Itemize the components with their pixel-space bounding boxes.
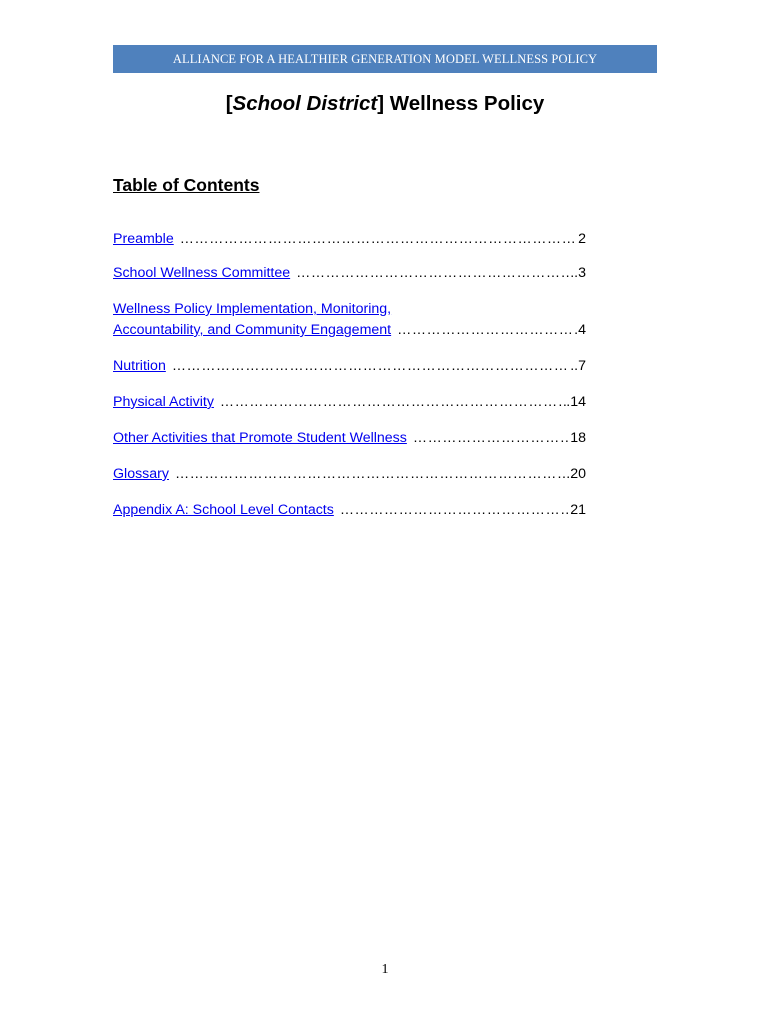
header-banner-text: ALLIANCE FOR A HEALTHIER GENERATION MODEL WELLNESS POLICY bbox=[172, 51, 598, 66]
table-of-contents bbox=[113, 229, 586, 536]
toc-leader-dots bbox=[397, 320, 574, 341]
page-number-footer: 1 bbox=[381, 962, 389, 977]
toc-entry-appendix-a bbox=[113, 500, 586, 521]
toc-leader-dots bbox=[175, 464, 566, 485]
toc-leader-dots bbox=[340, 500, 570, 521]
toc-entry-preamble bbox=[113, 229, 586, 250]
toc-entry-school-wellness-committee bbox=[113, 263, 586, 284]
toc-page-number: .14 bbox=[566, 394, 586, 410]
title-open-bracket: [ bbox=[225, 92, 233, 115]
toc-link-glossary[interactable]: Glossary bbox=[113, 466, 169, 482]
toc-page-number: 18 bbox=[570, 430, 586, 446]
toc-leader-dots bbox=[220, 392, 566, 413]
toc-page-number: ..3 bbox=[570, 265, 586, 281]
toc-leader-dots bbox=[296, 263, 570, 284]
page-title bbox=[113, 92, 657, 116]
toc-leader-dots bbox=[413, 428, 570, 449]
toc-entry-physical-activity bbox=[113, 392, 586, 413]
toc-page-number: 21 bbox=[570, 502, 586, 518]
toc-link-other-activities[interactable]: Other Activities that Promote Student Wellness bbox=[113, 430, 407, 446]
toc-link-appendix-a[interactable]: Appendix A: School Level Contacts bbox=[113, 502, 334, 518]
toc-entry-glossary bbox=[113, 464, 586, 485]
toc-entry-implementation bbox=[113, 299, 586, 341]
toc-entry-other-activities bbox=[113, 428, 586, 449]
toc-link-implementation-line1[interactable]: Wellness Policy Implementation, Monitoring, bbox=[113, 301, 392, 317]
toc-link-preamble[interactable]: Preamble bbox=[113, 231, 174, 247]
toc-link-implementation-line2[interactable]: Accountability, and Community Engagement bbox=[113, 322, 392, 338]
title-close-bracket: ] bbox=[377, 92, 385, 115]
toc-page-number: 2 bbox=[578, 231, 586, 247]
toc-link-school-wellness-committee[interactable]: School Wellness Committee bbox=[113, 265, 291, 281]
title-district-placeholder: School District bbox=[232, 92, 378, 115]
header-banner bbox=[113, 45, 657, 73]
toc-page-number: .4 bbox=[574, 322, 586, 338]
toc-leader-dots bbox=[180, 229, 578, 250]
toc-entry-nutrition bbox=[113, 356, 586, 377]
toc-page-number: ..7 bbox=[570, 358, 586, 374]
toc-heading: Table of Contents bbox=[113, 175, 260, 195]
toc-leader-dots bbox=[172, 356, 570, 377]
title-suffix: Wellness Policy bbox=[384, 92, 545, 115]
toc-link-nutrition[interactable]: Nutrition bbox=[113, 358, 166, 374]
toc-page-number: .20 bbox=[566, 466, 586, 482]
toc-link-physical-activity[interactable]: Physical Activity bbox=[113, 394, 214, 410]
